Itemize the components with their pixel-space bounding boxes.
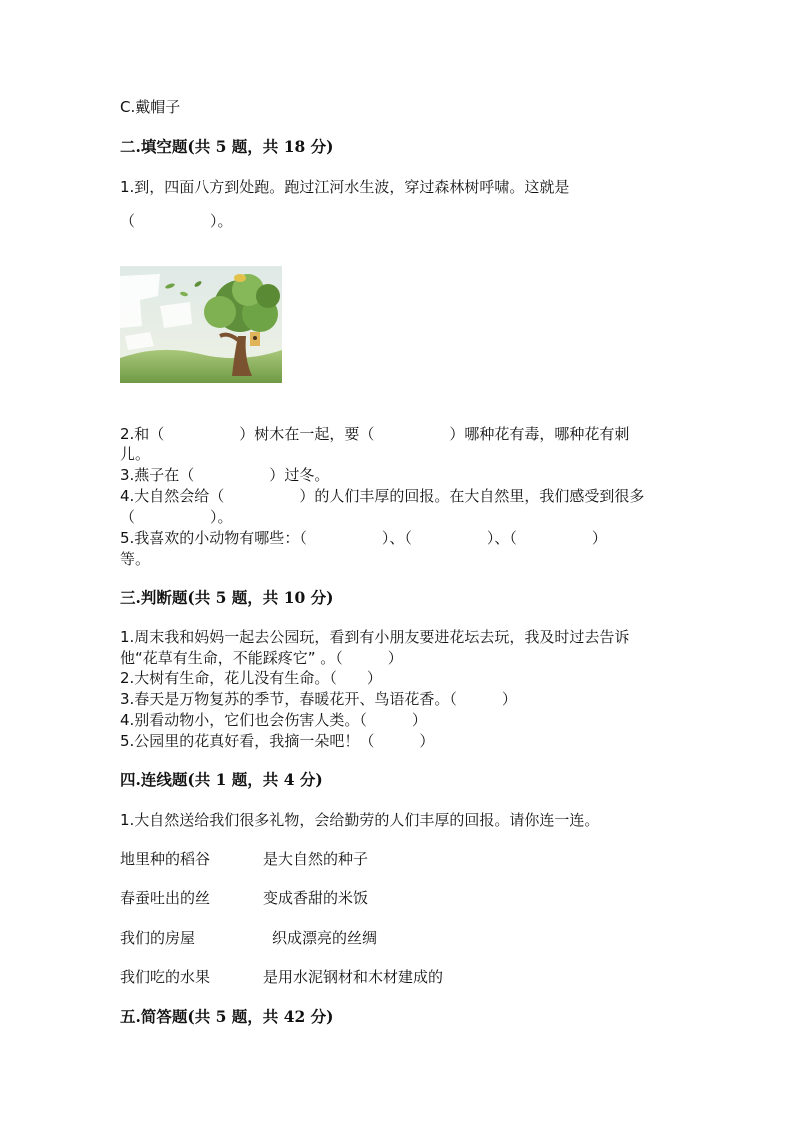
q3-5: 5.公园里的花真好看，我摘一朵吧！（ ） <box>120 732 435 750</box>
match-right-4: 是用水泥钢材和木材建成的 <box>263 968 444 986</box>
q4-1: 1.大自然送给我们很多礼物，会给勤劳的人们丰厚的回报。请你连一连。 <box>120 811 600 829</box>
section-2-title: 二.填空题(共 5 题，共 18 分) <box>120 137 334 156</box>
q2-2-line-b: 儿。 <box>120 445 151 463</box>
match-left-3: 我们的房屋 <box>120 929 196 947</box>
section-4-title: 四.连线题(共 1 题，共 4 分) <box>120 770 323 789</box>
q2-5-line-b: 等。 <box>120 550 151 568</box>
q2-2-line-a: 2.和（ ）树木在一起，要（ ）哪种花有毒，哪种花有刺 <box>120 425 630 443</box>
q3-1-line-b: 他“花草有生命，不能踩疼它” 。（ ） <box>120 649 403 667</box>
section-5-title: 五.简答题(共 5 题，共 42 分) <box>120 1007 334 1026</box>
q2-4-line-b: （ ）。 <box>120 508 233 526</box>
option-c: C.戴帽子 <box>120 98 181 116</box>
q2-1-line-b: （ ）。 <box>120 212 233 230</box>
q3-1-line-a: 1.周末我和妈妈一起去公园玩，看到有小朋友要进花坛去玩，我及时过去告诉 <box>120 628 630 646</box>
match-right-1: 是大自然的种子 <box>263 850 369 868</box>
match-right-3: 织成漂亮的丝绸 <box>272 929 378 947</box>
q2-4-line-a: 4.大自然会给（ ）的人们丰厚的回报。在大自然里，我们感受到很多 <box>120 487 645 505</box>
tree-illustration <box>120 266 282 383</box>
match-left-4: 我们吃的水果 <box>120 968 211 986</box>
q2-3: 3.燕子在（ ）过冬。 <box>120 466 330 484</box>
q3-3: 3.春天是万物复苏的季节，春暖花开、鸟语花香。（ ） <box>120 690 517 708</box>
q3-2: 2.大树有生命，花儿没有生命。（ ） <box>120 669 382 687</box>
q2-5-line-a: 5.我喜欢的小动物有哪些：（ ）、（ ）、（ ） <box>120 529 607 547</box>
q3-4: 4.别看动物小，它们也会伤害人类。（ ） <box>120 711 427 729</box>
q2-1-line-a: 1.到，四面八方到处跑。跑过江河水生波，穿过森林树呼啸。这就是 <box>120 178 570 196</box>
match-right-2: 变成香甜的米饭 <box>263 889 369 907</box>
section-3-title: 三.判断题(共 5 题，共 10 分) <box>120 588 334 607</box>
match-left-1: 地里种的稻谷 <box>120 850 211 868</box>
match-left-2: 春蚕吐出的丝 <box>120 889 211 907</box>
